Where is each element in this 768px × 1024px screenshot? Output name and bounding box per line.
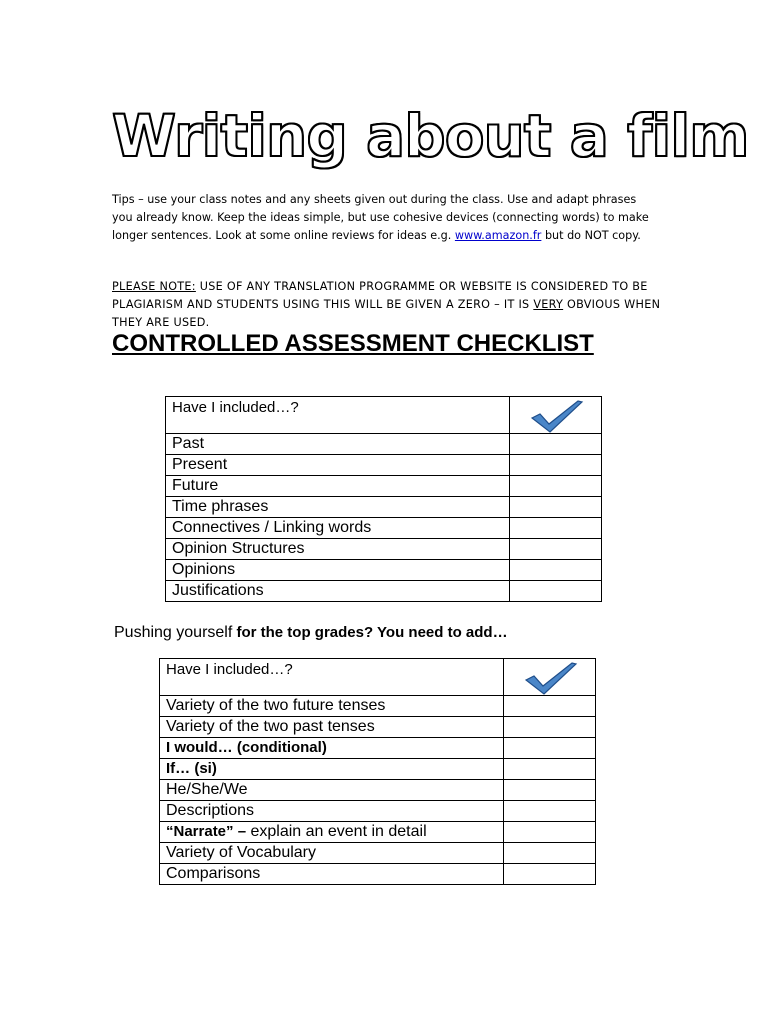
row-label: Variety of the two past tenses: [160, 717, 504, 738]
row-label: Past: [166, 434, 510, 455]
tick-cell[interactable]: [504, 759, 596, 780]
table-header-label: Have I included…?: [166, 397, 510, 434]
row-label-bold: “Narrate” –: [166, 823, 247, 840]
table-header-label: Have I included…?: [160, 659, 504, 696]
table-row: [166, 476, 602, 497]
table-row: [160, 696, 596, 717]
checklist-table-advanced: [159, 658, 596, 885]
table-header-row: [166, 397, 602, 434]
row-label: He/She/We: [160, 780, 504, 801]
row-label: Opinions: [166, 560, 510, 581]
table-row: [166, 497, 602, 518]
tick-cell[interactable]: [510, 497, 602, 518]
table-row: [166, 434, 602, 455]
tick-cell[interactable]: [504, 696, 596, 717]
table-row: [160, 822, 596, 843]
row-label: Variety of the two future tenses: [160, 696, 504, 717]
tick-cell[interactable]: [504, 780, 596, 801]
push-text-bold: for the top grades? You need to add…: [232, 624, 508, 641]
row-label: Descriptions: [160, 801, 504, 822]
tick-cell[interactable]: [510, 581, 602, 602]
top-grades-heading: [114, 624, 508, 642]
checklist-table-basic: [165, 396, 602, 602]
row-label-bold: If… (si): [166, 760, 217, 777]
tips-text-end: but do NOT copy.: [541, 229, 641, 242]
row-label-bold: I would… (conditional): [166, 739, 327, 756]
push-text: Pushing yourself: [114, 624, 233, 641]
table-row: [166, 455, 602, 476]
table-row: [166, 518, 602, 539]
row-label: [160, 822, 504, 843]
row-label: [160, 738, 504, 759]
table-row: [160, 738, 596, 759]
amazon-link[interactable]: www.amazon.fr: [454, 229, 542, 242]
checkmark-icon: [522, 661, 578, 695]
note-emphasis: VERY: [533, 298, 564, 311]
tick-header-cell: [504, 659, 596, 696]
table-row: [160, 759, 596, 780]
note-text: USE OF ANY TRANSLATION PROGRAMME OR WEBSITE IS CONSIDERED TO BE PLAGIARISM AND STUDENTS USING THIS WILL BE GIVEN A ZERO – IT IS: [112, 280, 648, 311]
table-row: [166, 539, 602, 560]
row-label: Opinion Structures: [166, 539, 510, 560]
checkmark-icon: [528, 399, 584, 433]
note-label: PLEASE NOTE:: [112, 280, 196, 293]
tick-cell[interactable]: [510, 476, 602, 497]
note-text-end: OBVIOUS WHEN THEY ARE USED.: [112, 298, 661, 329]
table-header-row: [160, 659, 596, 696]
tick-cell[interactable]: [510, 434, 602, 455]
table-row: [160, 864, 596, 885]
row-label: Connectives / Linking words: [166, 518, 510, 539]
table-row: [166, 560, 602, 581]
row-label: Variety of Vocabulary: [160, 843, 504, 864]
tick-cell[interactable]: [510, 539, 602, 560]
table-row: [160, 780, 596, 801]
row-label: Future: [166, 476, 510, 497]
tips-paragraph: [112, 191, 657, 245]
tick-cell[interactable]: [510, 560, 602, 581]
tick-cell[interactable]: [504, 717, 596, 738]
table-row: [160, 843, 596, 864]
tick-cell[interactable]: [504, 843, 596, 864]
table-row: [160, 801, 596, 822]
tick-header-cell: [510, 397, 602, 434]
row-label: Comparisons: [160, 864, 504, 885]
tick-cell[interactable]: [504, 822, 596, 843]
row-label-rest: explain an event in detail: [246, 823, 427, 840]
checklist-heading: CONTROLLED ASSESSMENT CHECKLIST: [112, 330, 594, 357]
row-label: Justifications: [166, 581, 510, 602]
tick-cell[interactable]: [510, 455, 602, 476]
tick-cell[interactable]: [510, 518, 602, 539]
table-row: [160, 717, 596, 738]
row-label: [160, 759, 504, 780]
plagiarism-note: [112, 278, 672, 332]
tick-cell[interactable]: [504, 738, 596, 759]
row-label: Present: [166, 455, 510, 476]
tick-cell[interactable]: [504, 801, 596, 822]
page-title: Writing about a film: [112, 102, 749, 170]
tick-cell[interactable]: [504, 864, 596, 885]
row-label: Time phrases: [166, 497, 510, 518]
table-row: [166, 581, 602, 602]
tips-text: Tips – use your class notes and any sheets given out during the class. Use and adapt phrases you already know. Keep the ideas simple, but use cohesive devices (connecting words) to make longer sentences. Look at some online reviews for ideas e.g.: [112, 193, 649, 242]
